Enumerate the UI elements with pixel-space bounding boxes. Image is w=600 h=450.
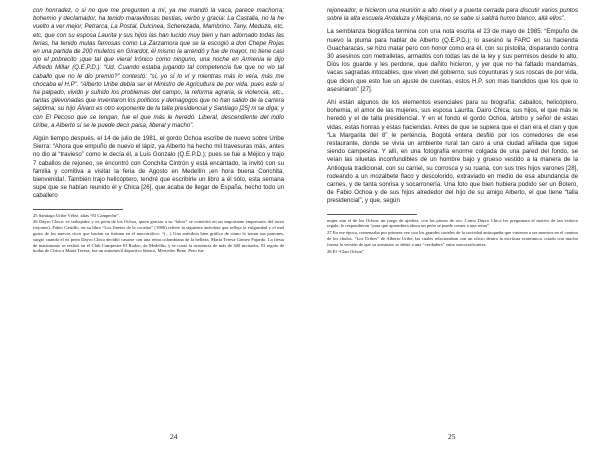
footnote: 26 Dayro Chica: ex trabajador y ex peón de los Ochoa, quien gracias a su “labor” se convirtió en un importante empresario del toreo (rejoneo). Fabio Castillo, en su libro “Los Jinetes de la cocaína” (1986) refiere la siguiente anécdota que refleja la vulgaridad y el mal gusto de los nuevos ricos que hacían su fortuna en el narcotráfico: “(…) Una anécdota bien gráfica de cómo lo tratan sus patrones, surgió cuando el ex peón Dayro Chica decidió casarse con una reina colombiana de la belleza, María Teresa Gómez Fajardo. La fiesta de matrimonio se realizó en el Club Campestre El Rodeo, de Medellín, y se contó la asistencia de más de 300 invitados. El regalo de bodas de Chica a María Teresa, fue un automóvil deportivo blanco, Mercedes Benz. Pero fue [33,219,284,254]
footnote: 25 Santiago Uribe Vélez, alias “El Campeche”. [33,212,120,218]
body-paragraph: con honradez, o si no que me pregunten a mí, ya me mandó la vaca, parece machorra; bohemio y declamador, ha tenido maravillosas bestias, verbo y gracia: La Castalia, no la he vuelto a ver mejor, Petrarca, La Postal, Dulcinea, Scherezada, Mambrino, Tany, Meduza, etc, etc, que con su esposa Laurita y sus hijos las han lucido muy bien y han adornado todas las ferias, ha tenido mulas famosas como La Zarzamora que se la escogió a don Chepe Rojas en una partida de 200 muletos en Girardot, él mismo la arrendó y fue de mayor, no tiene casi ojo el pobrecito ¡que tal que viera! Irónico como ninguno, una noche en Armenia le dijo Alfredo Millar (Q.E.P.D.): “Ud. Cuando estaba jugando tal competencia fue que no vio tal caballo que no le dio premio?” contestó: “sí, yo sí lo ví y mientras más lo veía, más me chocaba el H.P”. “Alberto Uribe debía ser el Ministro de Agricultura de por vida, pues este sí ha palpado, vivido y sufrido los problemas del campo, la reforma agraria, la violencia, etc., tantas gilevonadas que inventaron los políticos y demagogos que no han salido de la carrera séptima; su hijo Álvaro es otro exponente de la talla presidencial y Santiago [25] ni se diga; y con El Pecoso que se tengan, fue el que más le heredó. Liberal, descendiente del indio Uribe, a Alberto sí se le puede decir paisa, liberal y macho”. [33,7,284,129]
body-paragraph: rejoneador, e hicieron una reunión a alto nivel y a puerta cerrada para discutir varios puntos sobre la alta escuela Andaluza y Mejicana, no se sabe si saldrá humo blanco, allá ellos”. [327,7,578,23]
body-paragraph: Ahí están algunos de los elementos esenciales para su biografía: caballos, helicóptero, bohemia, el amor de las mujeres, sus esposa Laurita, Dairo Chica, sus hijos, el que más le heredó y el de talla presidencial. Y en el fondo el gordo Ochoa, árbitro y señor de estas vidas, estas honras y estas haciendas. Antes de que se supiera que el clan era el clan y que “La Margarita del 8” le pertencía, Bogotá entera desfiló por los comedores de ese restaurante, donde se vivía un ambiente rural tan caro a una ciudad añilada que sigue siendo campesina. Y allí, en una fotografía enorme colgada de una pared del fondo, se veían las siluetas inconfundibles de un hombre bajo y grueso vestido a la manera de la Antioquia tradicional, con su carriel, su corrosca y su ruana, con sus tres hijos varones [28], rodeando a un mozalbete flaco y descolorido, extraviado en medio de esa abundancia de carnes, y de tanta sonrisa y socarronería. Una foto que bien hubiera podido ser un Botero, de Fabio Ochoa y de sus hijos alrededor del hijo de su amigo Alberto, el que tiene “talla presidencial”, y que, según [327,99,578,205]
footnote-divider [327,214,417,215]
footnote: 27 En ese época, comenzaba por primera vez con los grandes carteles de la sociedad antioqueña que vinieron a ser muertos en el camino de los chulos. “Los Uribes” de Alberto Uribe, las cuales relacionaban con un oficio dentro la escritura económica, criado con mucho fuerza la versión de que su asesinato se debió a una “verdadera” entre narcotraficantes. [327,230,578,247]
body-paragraph: Algún tiempo después, el 14 de julio de 1981, el gordo Ochoa escribe de nuevo sobre Uribe Sierra: “Ahora que empuño de nuevo el lápiz, ya Alberto ha hecho mil travesuras más, antes no dio al “travieso” como le decía él, a Luis Gonzalo (Q.E.P.D.); pues se fue a Méjico y trajo 7 caballos de rejoneo, se encontró con Conchita Cintrón y está encantado, la invitó con su familia y comitiva a visitar la feria de Agosto en Medellín ¡en hora buena Conchita, bienvenida!. También trajo helicóptero, tendré que escribirle un libro a él sólo, esta semana supe que se habían reunido él y Chica [26], que acaba de llegar de España, hecho todo un caballero [33,135,284,200]
page-number: 24 [170,432,178,441]
footnote-divider [33,209,123,210]
right-page [300,0,600,450]
footnote: 28 El “Clan Ochoa” [327,248,364,254]
page-number: 25 [448,432,456,441]
body-paragraph: La semblanza biográfica termina con una nota escrita el 23 de mayo de 1985: “Empuño de nuevo la pluma para hablar de Alberto (Q.E.P.D.); lo asesinó la FARC en su hacienda Guacharacas, se hizo matar pero con honor como era él, con su pistolita, disparando contra 30 asesinos con metralletas, armados con todas las de la ley y sus permisos desde lo alto, Dios los guarde y les perdone, que dañito hicieron, y yer que no ha faltado mandamás, vacas sagradas intocables, que viven del gobierno, sus coyunturas y sus roscas de por vida, que dicen que esto fue un ajuste de cuentas, estos H.P. son mas bandidos que los que lo asesinaron” [27]. [327,28,578,93]
footnote: mujer aún el de los Ochoa: un juego de ajedrez, con las piezas de oro. Como Dayro Chica les preguntara el motivo de tan exótico regalo, le respondieron “para que aprendiera ahora un peón se puede comer a una reina”. [327,217,578,229]
